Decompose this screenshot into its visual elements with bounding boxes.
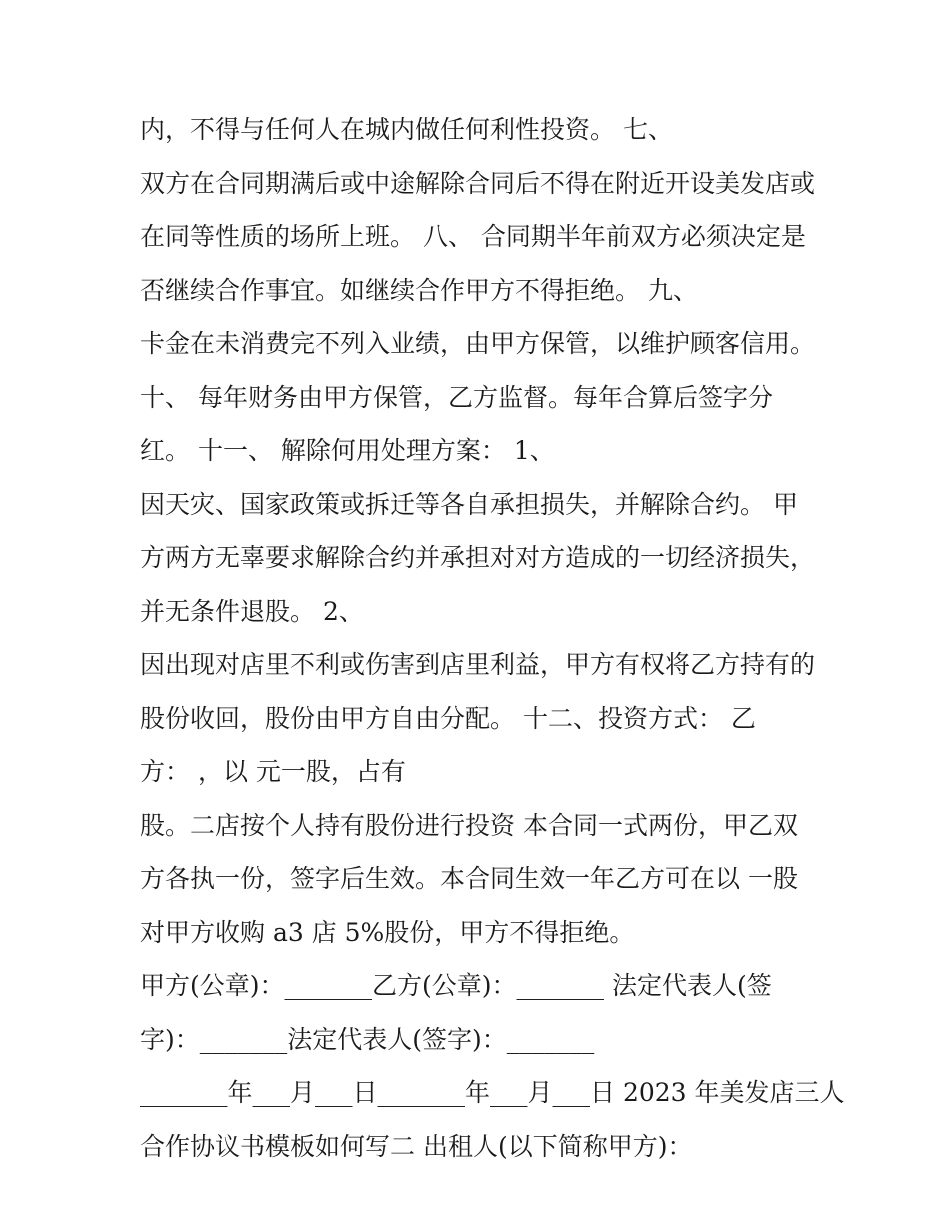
text-line: 并无条件退股。 2、 bbox=[140, 596, 364, 626]
text-line: 双方在合同期满后或中途解除合同后不得在附近开设美发店或 bbox=[140, 168, 816, 198]
text-line: 因天灾、国家政策或拆迁等各自承担损失，并解除合约。 甲 bbox=[140, 489, 798, 519]
signature-line: 甲方(公章)：_______乙方(公章)：_______ 法定代表人(签 bbox=[140, 971, 772, 1000]
text-line: 十、 每年财务由甲方保管，乙方监督。每年合算后签字分 bbox=[140, 382, 773, 412]
text-line: 对甲方收购 a3 店 5%股份，甲方不得拒绝。 bbox=[140, 917, 635, 947]
text-line: 否继续合作事宜。如继续合作甲方不得拒绝。 九、 bbox=[140, 275, 698, 305]
text-line: 因出现对店里不利或伤害到店里利益，甲方有权将乙方持有的 bbox=[140, 650, 816, 679]
date-line: _______年___月___日_______年___月___日 2023 年美发店三人 bbox=[140, 1078, 845, 1107]
text-line: 卡金在未消费完不列入业绩，由甲方保管，以维护顾客信用。 bbox=[140, 329, 816, 358]
text-line: 股。二店按个人持有股份进行投资 本合同一式两份，甲乙双 bbox=[140, 810, 798, 840]
text-line: 方： ，以 元一股，占有 bbox=[140, 757, 406, 786]
text-line: 内，不得与任何人在城内做任何利性投资。 七、 bbox=[140, 115, 673, 144]
contract-body-text bbox=[140, 103, 845, 1173]
text-line: 在同等性质的场所上班。 八、 合同期半年前双方必须决定是 bbox=[140, 222, 806, 251]
text-line: 方各执一份，签字后生效。本合同生效一年乙方可在以 一股 bbox=[140, 864, 798, 893]
text-line: 方两方无辜要求解除合约并承担对对方造成的一切经济损失， bbox=[140, 543, 816, 572]
text-line: 红。 十一、 解除何用处理方案： 1、 bbox=[140, 436, 555, 465]
signature-line: 字)：_______法定代表人(签字)：_______ bbox=[140, 1024, 595, 1054]
text-line: 合作协议书模板如何写二 出租人(以下简称甲方)： bbox=[140, 1131, 693, 1161]
text-line: 股份收回，股份由甲方自由分配。 十二、投资方式： 乙 bbox=[140, 703, 756, 733]
